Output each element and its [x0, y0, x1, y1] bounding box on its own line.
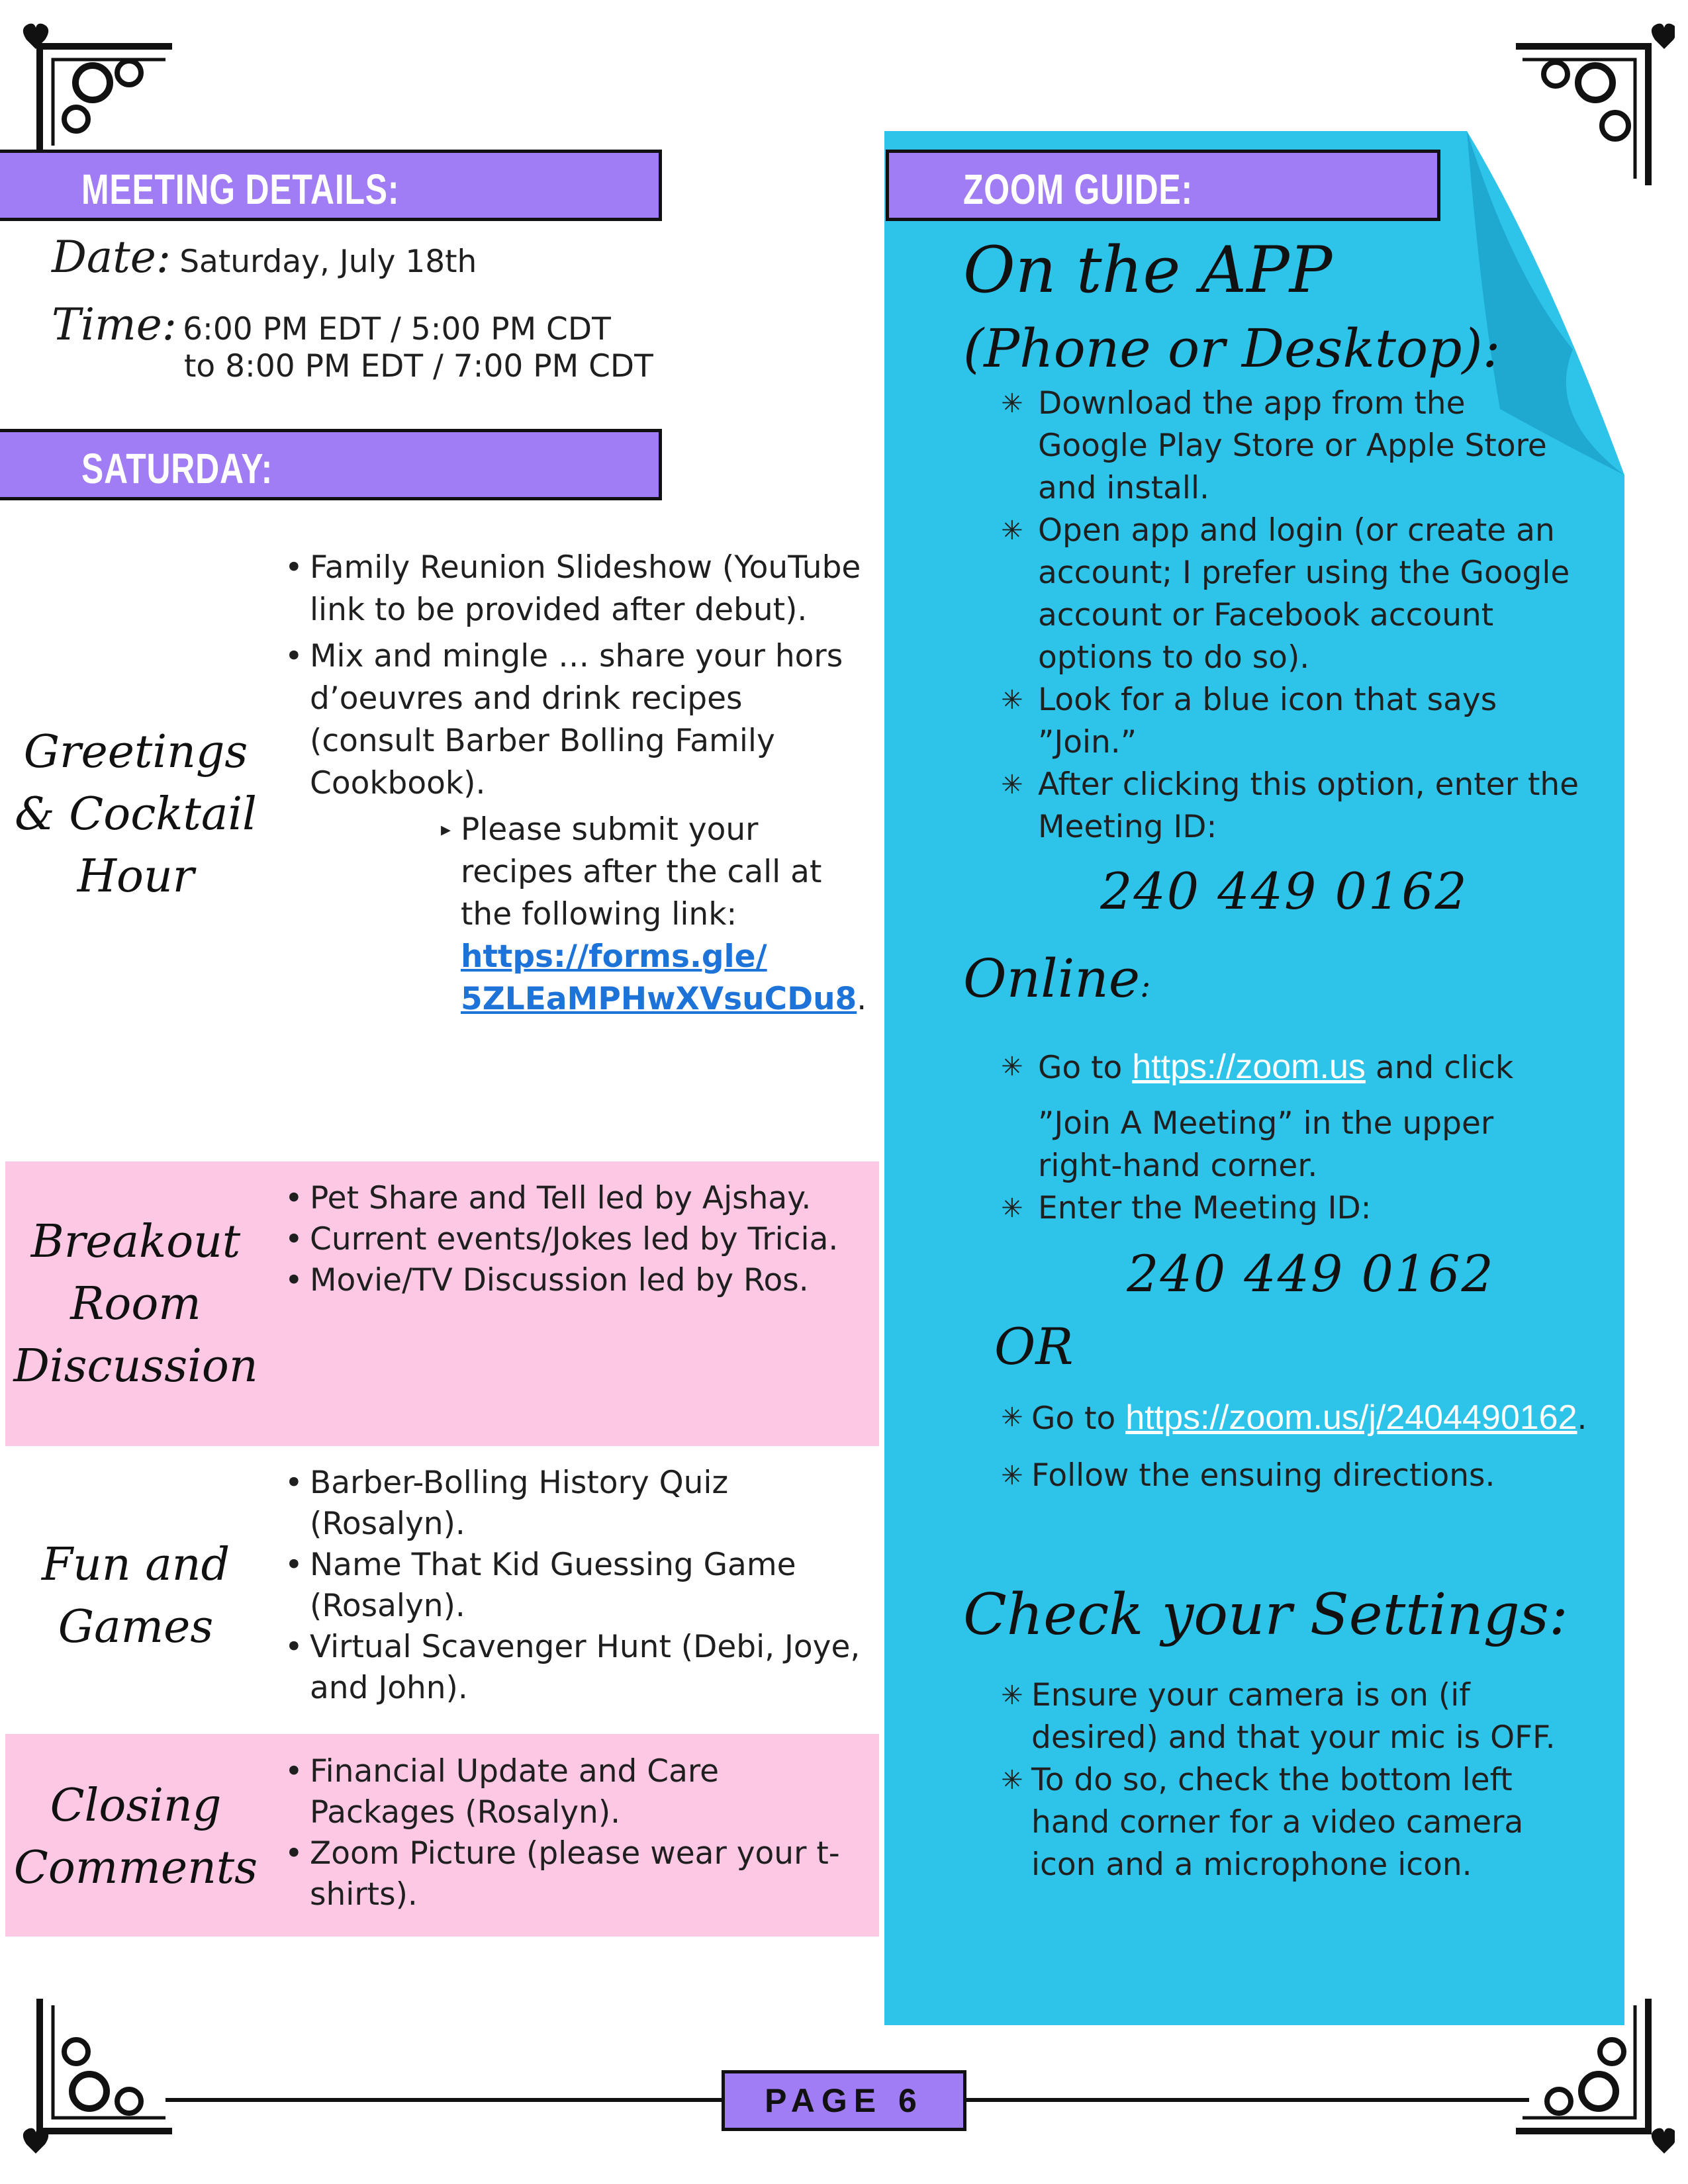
settings-list — [1001, 1674, 1597, 1886]
list-item: ✳ Open app and login (or create an account; I prefer using the Google account or Facebook account options to do so). — [1001, 510, 1583, 679]
date-label: Date: — [52, 232, 171, 283]
list-item: • Financial Update and Care Packages (Rosalyn). — [285, 1751, 867, 1833]
link-suffix: . — [857, 981, 867, 1017]
greetings-sub-item — [441, 809, 871, 1021]
closing-label — [13, 1775, 258, 1899]
list-item: ✳ Follow the ensuing directions. — [1001, 1455, 1597, 1497]
app-heading-1: On the APP — [963, 233, 1333, 307]
list-item: ✳ Ensure your camera is on (if desired) and that your mic is OFF. — [1001, 1674, 1597, 1759]
greetings-label-line-2: & Cocktail — [15, 788, 257, 841]
online-steps-list — [1001, 1046, 1583, 1230]
or-steps-list — [1001, 1396, 1597, 1497]
breakout-label-line-3: Discussion — [13, 1340, 258, 1392]
meeting-id-online: 240 449 0162 — [1127, 1244, 1495, 1303]
time-line — [52, 299, 611, 351]
list-item: ✳ Look for a blue icon that says ”Join.” — [1001, 679, 1583, 764]
time-value-2: to 8:00 PM EDT / 7:00 PM CDT — [184, 348, 653, 385]
greetings-list — [285, 547, 867, 1021]
breakout-label-line-1: Breakout — [30, 1216, 241, 1268]
greetings-sub-item-text: Please submit your recipes after the call at the following link: — [461, 811, 822, 933]
greetings-label-line-1: Greetings — [23, 726, 248, 778]
list-item: • Current events/Jokes led by Tricia. — [285, 1219, 867, 1260]
recipe-form-link[interactable]: https://forms.gle/ 5ZLEaMPHwXVsuCDu8 — [461, 938, 857, 1017]
zoom-home-link[interactable]: https://zoom.us — [1132, 1048, 1366, 1086]
meeting-details-heading-bar — [0, 150, 662, 221]
list-item: ✳ Download the app from the Google Play Store or Apple Store and install. — [1001, 383, 1583, 510]
closing-label-line-2: Comments — [13, 1842, 258, 1894]
arrow-right-icon: ▸ — [441, 818, 451, 841]
or-text: OR — [994, 1317, 1074, 1376]
page-number: PAGE 6 — [765, 2082, 923, 2119]
zoom-guide-heading-bar — [886, 150, 1440, 221]
app-steps-list — [1001, 383, 1583, 848]
time-value-1: 6:00 PM EDT / 5:00 PM CDT — [183, 311, 611, 347]
time-label: Time: — [52, 299, 177, 350]
list-item: ✳ To do so, check the bottom left hand corner for a video camera icon and a microphone icon. — [1001, 1759, 1597, 1886]
greetings-label — [13, 721, 258, 908]
list-item: • Pet Share and Tell led by Ajshay. — [285, 1178, 867, 1219]
list-item: • Family Reunion Slideshow (YouTube link to be provided after debut). — [285, 547, 867, 631]
corner-ornament-bottom-left-icon — [13, 1992, 185, 2164]
fun-label — [13, 1534, 258, 1659]
fun-list — [285, 1463, 867, 1709]
zoom-meeting-link[interactable]: https://zoom.us/j/2404490162 — [1125, 1398, 1577, 1437]
breakout-label — [13, 1211, 258, 1398]
saturday-heading-bar — [0, 429, 662, 500]
breakout-label-line-2: Room — [70, 1278, 201, 1330]
list-item: • Barber-Bolling History Quiz (Rosalyn). — [285, 1463, 867, 1545]
meeting-id-app: 240 449 0162 — [1100, 862, 1468, 921]
page-number-box — [722, 2070, 966, 2131]
meeting-details-heading: MEETING DETAILS: — [81, 165, 400, 213]
saturday-heading: SATURDAY: — [81, 445, 273, 492]
breakout-list — [285, 1178, 867, 1301]
footer-rule-left — [165, 2098, 722, 2102]
list-item: • Virtual Scavenger Hunt (Debi, Joye, and John). — [285, 1627, 867, 1709]
list-item: • Name That Kid Guessing Game (Rosalyn). — [285, 1545, 867, 1627]
greetings-label-line-3: Hour — [77, 850, 195, 903]
fun-label-line-2: Games — [58, 1601, 214, 1653]
list-item: ✳ Go to https://zoom.us/j/2404490162. — [1001, 1396, 1597, 1440]
settings-heading: Check your Settings: — [963, 1582, 1568, 1648]
closing-list — [285, 1751, 867, 1915]
footer-rule-right — [966, 2098, 1529, 2102]
closing-label-line-1: Closing — [50, 1780, 222, 1832]
date-line — [52, 232, 477, 283]
list-item: ✳ Go to https://zoom.us and click ”Join A Meeting” in the upper right-hand corner. — [1001, 1046, 1583, 1187]
list-item: • Movie/TV Discussion led by Ros. — [285, 1260, 867, 1301]
list-item: • Zoom Picture (please wear your t-shirts). — [285, 1833, 867, 1915]
list-item: ✳ After clicking this option, enter the Meeting ID: — [1001, 764, 1583, 848]
list-item: • Mix and mingle … share your hors d’oeuvres and drink recipes (consult Barber Bolling Family Cookbook). — [285, 635, 867, 805]
corner-ornament-top-left-icon — [13, 20, 185, 159]
app-heading-2: (Phone or Desktop): — [963, 318, 1501, 379]
zoom-guide-heading: ZOOM GUIDE: — [963, 165, 1193, 213]
online-heading: Online: — [963, 948, 1151, 1009]
fun-label-line-1: Fun and — [41, 1539, 230, 1591]
list-item: ✳ Enter the Meeting ID: — [1001, 1187, 1583, 1230]
date-value: Saturday, July 18th — [179, 244, 477, 280]
